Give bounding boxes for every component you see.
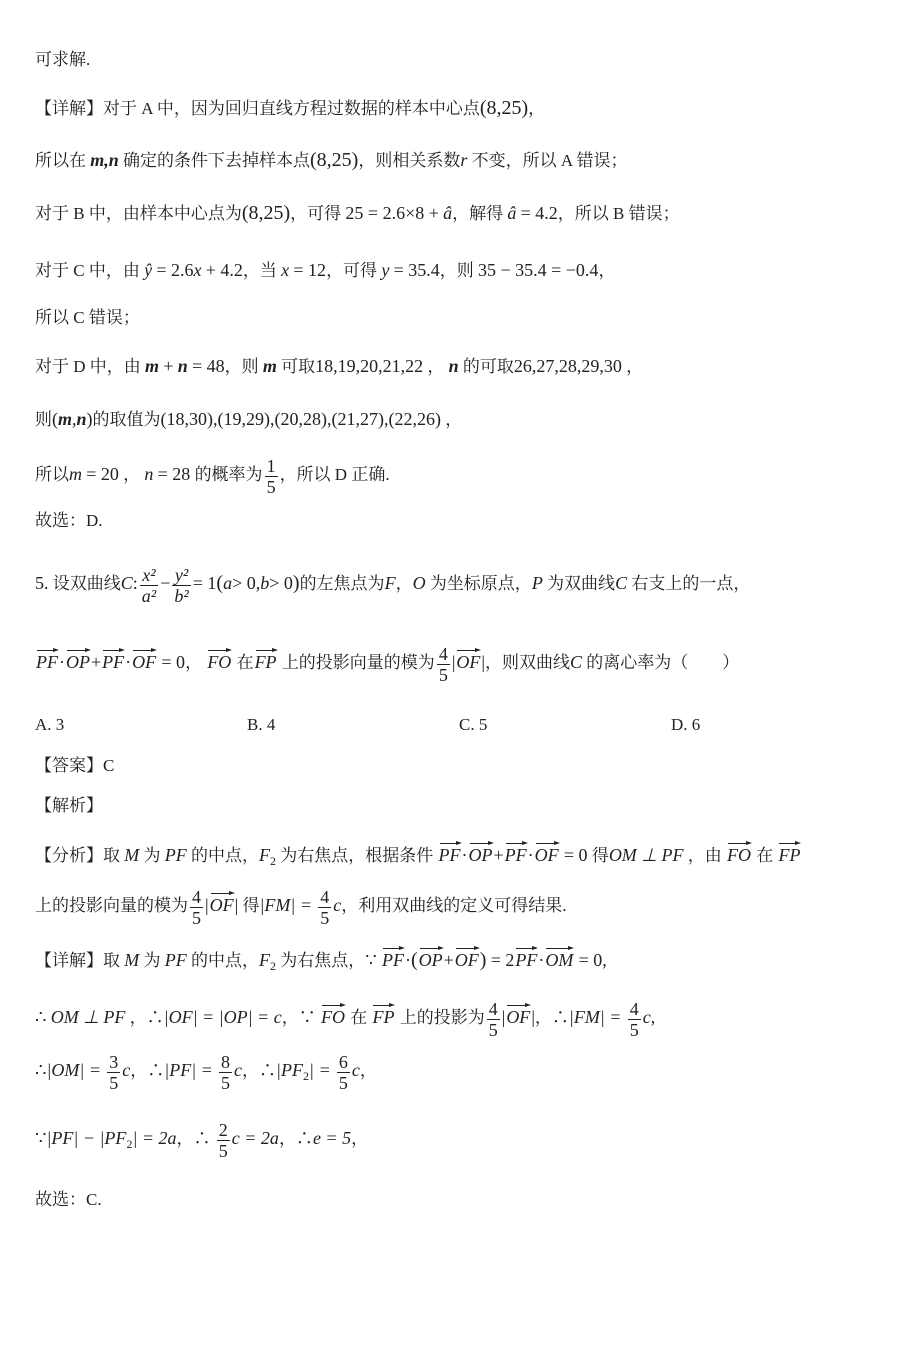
- math-expr: = 0: [161, 652, 186, 672]
- math-expr: = 12: [293, 260, 327, 280]
- math-expr: e = 5: [312, 1128, 352, 1148]
- variable: r: [460, 150, 468, 170]
- subscript: 2: [270, 959, 276, 973]
- vector-of: OF: [131, 648, 157, 671]
- variable: c: [642, 1007, 651, 1027]
- text: ，所以 D 正确.: [279, 465, 390, 484]
- math-expr: 35 − 35.4 = −0.4: [477, 260, 599, 280]
- fraction-denominator: a²: [141, 585, 157, 606]
- vector-op: OP: [468, 841, 494, 864]
- text: 的概率为: [194, 465, 263, 484]
- because-symbol: ∵: [35, 1128, 47, 1148]
- fraction: [337, 1053, 350, 1092]
- vector-om: OM: [544, 946, 574, 969]
- line-a-wrong: [35, 138, 627, 182]
- variable: b: [260, 573, 270, 593]
- variable: m: [262, 356, 277, 376]
- line-conclusion: [35, 38, 90, 82]
- math-expr: + 4.2: [205, 260, 243, 280]
- text: 【分析】取: [35, 846, 120, 865]
- text: 的左焦点为: [299, 574, 385, 593]
- text: 为右焦点，: [280, 951, 366, 970]
- text: 为坐标原点，: [429, 574, 532, 593]
- line-d-values: [35, 344, 643, 388]
- variable: F: [259, 950, 270, 970]
- variable: y: [381, 260, 390, 280]
- math-expr: = 0: [578, 950, 603, 970]
- fraction: [219, 1053, 232, 1092]
- paren: (: [216, 572, 224, 594]
- math-expr: | = 2a: [132, 1128, 177, 1148]
- fraction-numerator: 1: [266, 455, 276, 476]
- vector-pf: PF: [381, 946, 405, 969]
- text: ，可得: [326, 261, 378, 280]
- question-number: 5.: [35, 573, 49, 593]
- text: ，解得: [452, 204, 504, 223]
- fraction-denominator: 5: [266, 476, 276, 497]
- variable: â: [443, 203, 453, 223]
- text: 在: [236, 653, 254, 672]
- text: 不变，所以 A 错误；: [471, 151, 628, 170]
- variable: ŷ: [144, 260, 153, 280]
- fraction-numerator: 4: [192, 886, 201, 907]
- vector-fp: FP: [371, 1003, 395, 1026]
- variable: n: [448, 356, 459, 376]
- variable: m: [69, 464, 82, 484]
- fraction-denominator: 5: [488, 1019, 498, 1040]
- variable: PF: [164, 950, 187, 970]
- math-expr: = 2: [490, 950, 515, 970]
- text: 的离心率为（ ）: [586, 653, 740, 672]
- text: 为右焦点，根据条件: [280, 846, 434, 865]
- fraction-numerator: 6: [338, 1051, 348, 1072]
- math-expr: |PF: [276, 1060, 303, 1080]
- fraction-numerator: 8: [221, 1051, 231, 1072]
- math-expr: = 35.4: [393, 260, 440, 280]
- vector-of: OF: [209, 891, 235, 914]
- variable: â: [507, 203, 517, 223]
- detail-line-4: [35, 1116, 368, 1160]
- fraction: [140, 566, 158, 605]
- analysis-label: [35, 784, 103, 828]
- text: 【解析】: [35, 796, 103, 815]
- text: ，: [185, 653, 203, 672]
- text: ，则: [439, 261, 474, 280]
- text: 对于 D 中，由: [35, 357, 141, 376]
- text: ，: [427, 357, 445, 376]
- subscript: 2: [126, 1137, 133, 1151]
- vector-pf: PF: [438, 841, 462, 864]
- math-expr: |OF| = |OP| = c: [163, 1007, 282, 1027]
- vector-of: OF: [454, 946, 480, 969]
- text: 上的投影向量的模为: [35, 896, 188, 915]
- fraction-denominator: b²: [174, 585, 189, 606]
- fraction: [217, 1121, 230, 1160]
- text: 的中点，: [191, 846, 259, 865]
- text: 在: [350, 1008, 368, 1027]
- variable: c: [333, 895, 342, 915]
- analysis-line-1: [35, 833, 801, 877]
- text: ，可得: [290, 204, 342, 223]
- abs-bar: |: [501, 1007, 506, 1027]
- minus-sign: −: [160, 573, 171, 593]
- fraction-denominator: 5: [192, 907, 201, 928]
- variable: n: [76, 409, 87, 429]
- math-expr: |FM| =: [259, 895, 313, 915]
- option-b: B. 4: [247, 715, 276, 734]
- subscript: 2: [303, 1069, 309, 1083]
- vector-fo: FO: [206, 648, 232, 671]
- text: ，: [359, 1061, 377, 1080]
- math-expr: = 1: [192, 573, 217, 593]
- vector-fp: FP: [777, 841, 801, 864]
- question-5-condition: [35, 640, 739, 684]
- text: ，则相关系数: [358, 151, 461, 170]
- fraction: [190, 888, 203, 927]
- math-expr: 18,19,20,21,22: [315, 356, 424, 376]
- variable: C: [120, 573, 133, 593]
- variable: x: [281, 260, 290, 280]
- text: ，∴: [176, 1129, 211, 1148]
- text: ，: [445, 410, 463, 429]
- abs-bar: |: [451, 652, 456, 672]
- line-d-pairs: [35, 397, 462, 441]
- text: ，: [626, 357, 644, 376]
- fraction-denominator: 5: [221, 1072, 231, 1093]
- paren: ): [292, 572, 300, 594]
- text: 故选：D.: [35, 511, 103, 530]
- text: ，: [351, 1129, 369, 1148]
- text: ，∵: [281, 1008, 316, 1027]
- fraction-denominator: 5: [438, 664, 448, 685]
- text: 所以在: [35, 151, 86, 170]
- math-expr: > 0: [269, 573, 293, 593]
- fraction-numerator: 4: [629, 998, 639, 1019]
- text: ，: [598, 261, 616, 280]
- math-expr: = 28: [157, 464, 191, 484]
- subscript: 2: [270, 854, 276, 868]
- coordinate: (8,25): [310, 149, 359, 171]
- paren: (: [410, 949, 418, 971]
- fraction: [265, 457, 278, 496]
- paren: ): [86, 409, 93, 429]
- text: 【详解】对于 A 中，因为回归直线方程过数据的样本中心点: [35, 99, 480, 118]
- math-expr: (18,30),(19,29),(20,28),(21,27),(22,26): [160, 409, 441, 429]
- math-expr: = 20: [86, 464, 119, 484]
- variable: F: [259, 845, 270, 865]
- variable: n: [177, 356, 188, 376]
- text: ，∴: [278, 1129, 313, 1148]
- fraction-numerator: y²: [172, 566, 190, 586]
- math-expr: OM ⊥ PF: [50, 1007, 126, 1027]
- fraction-numerator: 3: [109, 1051, 119, 1072]
- abs-bar: |: [234, 895, 239, 915]
- text: 【详解】取: [35, 951, 120, 970]
- text: ，由: [687, 846, 722, 865]
- text: ，当: [242, 261, 277, 280]
- fraction-denominator: 5: [338, 1072, 348, 1093]
- vector-fo: FO: [726, 841, 752, 864]
- abs-bar: |: [205, 895, 209, 915]
- text: 为: [143, 951, 161, 970]
- text: ，利用双曲线的定义可得结果.: [341, 896, 567, 915]
- text: ，: [395, 574, 413, 593]
- question-5-options: [35, 703, 883, 747]
- answer-label: [35, 744, 114, 788]
- fraction-numerator: x²: [140, 566, 158, 586]
- vector-of: OF: [455, 648, 481, 671]
- detail-line-2: [35, 995, 655, 1039]
- text: 对于 C 中，由: [35, 261, 140, 280]
- line-b-wrong: [35, 191, 680, 235]
- colon: :: [132, 573, 138, 593]
- fraction: [628, 1000, 641, 1039]
- text: 的中点，: [191, 951, 259, 970]
- text: ，所以 B 错误；: [557, 204, 680, 223]
- text: 为: [143, 846, 161, 865]
- therefore-symbol: ∴: [35, 1060, 47, 1080]
- math-expr: = 0: [563, 845, 588, 865]
- text: 在: [756, 846, 774, 865]
- coordinate: (8,25): [241, 202, 291, 224]
- variable: c: [351, 1060, 360, 1080]
- vector-pf: PF: [504, 841, 528, 864]
- variable: PF: [164, 845, 187, 865]
- paren: ): [479, 949, 487, 971]
- text: 上的投影为: [399, 1008, 485, 1027]
- vector-of: OF: [505, 1003, 531, 1026]
- option-c: C. 5: [459, 715, 488, 734]
- text: 可求解.: [35, 50, 91, 69]
- question-5-stem: [35, 561, 750, 605]
- plus-sign: +: [443, 950, 454, 970]
- line-c-calc: [35, 248, 615, 292]
- math-expr: = 48: [191, 356, 225, 376]
- fraction: [318, 888, 331, 927]
- text: ，∴: [534, 1008, 569, 1027]
- variable: n: [144, 464, 154, 484]
- text: ，∴: [242, 1061, 277, 1080]
- text: 为双曲线: [547, 574, 616, 593]
- text: 则: [35, 410, 52, 429]
- coordinate: (8,25): [479, 97, 529, 119]
- line-d-probability: [35, 452, 390, 496]
- vector-op: OP: [65, 648, 91, 671]
- math-expr: |FM| =: [568, 1007, 622, 1027]
- text: 设双曲线: [52, 574, 121, 593]
- dot-operator: ·: [527, 845, 534, 865]
- paren: (: [52, 409, 58, 429]
- variable: m: [58, 409, 73, 429]
- variable: M: [124, 845, 140, 865]
- dot-operator: ·: [59, 652, 65, 672]
- variable: C: [615, 573, 628, 593]
- therefore-symbol: ∴: [35, 1007, 47, 1027]
- math-expr: | =: [309, 1060, 331, 1080]
- vector-pf: PF: [35, 648, 59, 671]
- math-expr: > 0,: [232, 573, 261, 593]
- line-detail-a: [35, 86, 545, 130]
- text: 所以 C 错误；: [35, 308, 140, 327]
- text: ，∴: [129, 1008, 164, 1027]
- comma: ,: [650, 1007, 656, 1027]
- fraction: [437, 645, 450, 684]
- fraction: [107, 1053, 120, 1092]
- text: 可取: [281, 357, 316, 376]
- dot-operator: ·: [404, 950, 411, 970]
- dot-operator: ·: [125, 652, 132, 672]
- option-d: D. 6: [671, 715, 701, 734]
- analysis-line-2: [35, 883, 567, 927]
- text: 所以: [35, 465, 69, 484]
- math-expr: 25 = 2.6×8 +: [345, 203, 439, 223]
- text: ，∴: [130, 1061, 165, 1080]
- line-answer-d: [35, 499, 103, 543]
- variable: a: [223, 573, 233, 593]
- variable: c: [234, 1060, 243, 1080]
- comma: ,: [72, 409, 77, 429]
- variable: M: [124, 950, 140, 970]
- text: 上的投影向量的模为: [281, 653, 435, 672]
- fraction-denominator: 5: [320, 907, 330, 928]
- text: 得: [242, 896, 260, 915]
- variable: F: [384, 573, 396, 593]
- math-expr: c = 2a: [231, 1128, 279, 1148]
- text: ，则: [224, 357, 259, 376]
- text: 右支上的一点，: [631, 574, 751, 593]
- variable: m,n: [90, 150, 119, 170]
- math-expr: +: [163, 356, 174, 376]
- fraction-denominator: 5: [218, 1140, 228, 1161]
- fraction-numerator: 4: [438, 643, 448, 664]
- option-a: A. 3: [35, 715, 65, 734]
- math-expr: |OM| =: [46, 1060, 101, 1080]
- vector-op: OP: [418, 946, 444, 969]
- line-answer-c: [35, 1178, 102, 1222]
- text: 得: [591, 846, 609, 865]
- math-expr: 26,27,28,29,30: [513, 356, 622, 376]
- variable: x: [193, 260, 202, 280]
- vector-pf: PF: [101, 648, 125, 671]
- fraction-numerator: 4: [488, 998, 498, 1019]
- variable: C: [570, 652, 583, 672]
- variable: c: [122, 1060, 131, 1080]
- detail-line-3: [35, 1048, 377, 1092]
- comma: ,: [602, 950, 607, 970]
- math-expr: |PF| − |PF: [46, 1128, 127, 1148]
- fraction: [487, 1000, 500, 1039]
- variable: O: [412, 573, 426, 593]
- fraction-numerator: 2: [218, 1119, 228, 1140]
- dot-operator: ·: [461, 845, 468, 865]
- math-expr: = 4.2: [520, 203, 558, 223]
- text: ，: [123, 465, 141, 484]
- fraction-denominator: 5: [629, 1019, 639, 1040]
- text: ，则双曲线: [485, 653, 571, 672]
- abs-bar: |: [481, 652, 486, 672]
- text: 的可取: [462, 357, 514, 376]
- line-c-wrong: [35, 296, 140, 340]
- text: 确定的条件下去掉样本点: [123, 151, 311, 170]
- variable: m: [145, 356, 160, 376]
- detail-line-1: [35, 938, 607, 982]
- because-symbol: ∵: [365, 950, 377, 970]
- plus-sign: +: [91, 652, 102, 672]
- variable: P: [531, 573, 543, 593]
- math-expr: = 2.6: [156, 260, 194, 280]
- text: ，: [528, 99, 546, 118]
- text: 【答案】C: [35, 756, 115, 775]
- vector-fo: FO: [320, 1003, 346, 1026]
- fraction-denominator: 5: [109, 1072, 119, 1093]
- fraction-numerator: 4: [320, 886, 330, 907]
- vector-of: OF: [534, 841, 560, 864]
- math-expr: OM ⊥ PF: [608, 845, 684, 865]
- vector-pf: PF: [514, 946, 538, 969]
- text: 的取值为: [92, 410, 161, 429]
- text: 对于 B 中，由样本中心点为: [35, 204, 242, 223]
- abs-bar: |: [531, 1007, 535, 1027]
- fraction: [172, 566, 190, 605]
- text: 故选：C.: [35, 1190, 102, 1209]
- dot-operator: ·: [538, 950, 545, 970]
- vector-fp: FP: [254, 648, 278, 671]
- plus-sign: +: [493, 845, 504, 865]
- math-expr: |PF| =: [164, 1060, 213, 1080]
